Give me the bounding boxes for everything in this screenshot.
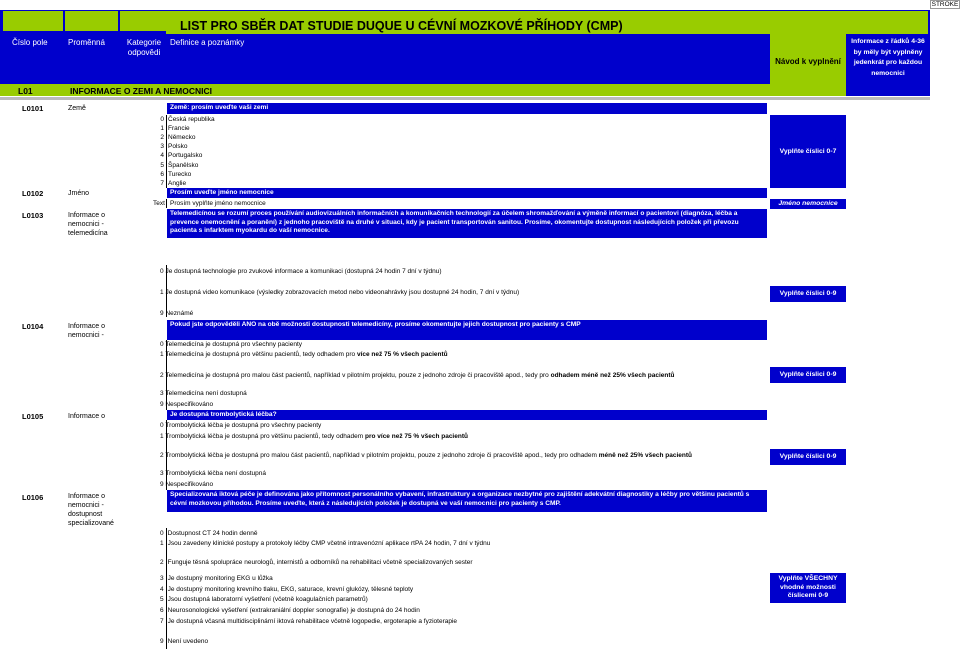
question-l0101: Země: prosím uveďte vaši zemi xyxy=(167,103,767,114)
option-number: 3 xyxy=(160,143,164,151)
field-code-l0104: L0104 xyxy=(22,322,44,331)
option-l0106-6[interactable] xyxy=(160,607,420,614)
option-l0101-1[interactable] xyxy=(150,125,190,132)
field-code-l0103: L0103 xyxy=(22,211,44,220)
option-l0105-3[interactable]: 3 Trombolytická léčba není dostupná xyxy=(160,470,266,477)
option-l0106-7[interactable] xyxy=(160,618,457,625)
option-l0101-7[interactable] xyxy=(150,180,186,187)
option-number: 2 xyxy=(160,134,164,142)
option-number: 6 xyxy=(160,170,164,178)
option-number: 4 xyxy=(160,152,164,160)
sheet-tab-label[interactable]: STROKE xyxy=(931,1,959,8)
section-code: L01 xyxy=(18,86,33,96)
option-l0106-4[interactable] xyxy=(160,586,413,593)
option-l0106-2[interactable] xyxy=(160,559,473,566)
page-title: LIST PRO SBĚR DAT STUDIE DUQUE U CÉVNÍ MOZKOVÉ PŘÍHODY (CMP) xyxy=(180,19,623,33)
option-number: 1 xyxy=(160,540,164,547)
col-header-cislo: Číslo pole xyxy=(12,38,48,47)
option-l0104-2[interactable]: 2 Telemedicína je dostupná pro malou část pacientů, například v pilotním projektu, pouze z jednoho zdroje či pracoviště apod., tedy pro odhadem méně než 25% všech pacientů xyxy=(160,372,675,379)
option-l0101-4[interactable] xyxy=(150,152,202,159)
option-l0103-9[interactable]: 9 Neznámé xyxy=(160,310,194,317)
note-l0103: Vyplňte číslici 0-9 xyxy=(779,290,837,297)
col-header-promenna: Proměnná xyxy=(68,38,105,47)
option-label: Francie xyxy=(168,125,190,133)
option-label: Anglie xyxy=(168,179,187,187)
header-top-left xyxy=(3,11,180,31)
option-l0106-0[interactable] xyxy=(160,530,258,537)
option-label: Je dostupný monitoring EKG u lůžka xyxy=(167,575,273,582)
variable-l0105: Informace o xyxy=(68,413,105,420)
option-number: 7 xyxy=(160,179,164,187)
col-header-navod: Návod k vyplnění xyxy=(775,57,841,66)
option-l0106-3[interactable] xyxy=(160,575,273,582)
option-l0106-9[interactable] xyxy=(160,638,208,645)
option-label: Portugalsko xyxy=(168,152,203,160)
option-l0103-0[interactable]: 0 Je dostupná technologie pro zvukové informace a komunikaci (dostupná 24 hodin 7 dní v týdnu) xyxy=(160,268,442,275)
option-label: Jsou zavedeny klinické postupy a protokoly léčby CMP včetně intravenózní aplikace rtPA 24 hodin, 7 dní v týdnu xyxy=(167,540,491,547)
option-number: 5 xyxy=(160,596,164,603)
option-label: Německo xyxy=(168,134,196,142)
option-label: Dostupnost CT 24 hodin denně xyxy=(167,530,258,537)
text-label-l0102: Text xyxy=(153,200,165,207)
option-number: 0 xyxy=(160,116,164,123)
option-l0105-1[interactable]: 1 Trombolytická léčba je dostupná pro většinu pacientů, tedy odhadem pro více než 75 % všech pacientů xyxy=(160,433,468,440)
option-l0105-2[interactable]: 2 Trombolytická léčba je dostupná pro malou část pacientů, například v pilotním projektu, pouze z jednoho zdroje či pracoviště apod., tedy pro odhadem méně než 25% všech pacientů xyxy=(160,452,692,459)
option-label: Je dostupná včasná multidisciplinární iktová rehabilitace včetně logopedie, ergoterapie a fyzioterapie xyxy=(167,618,458,625)
option-l0103-1[interactable]: 1 Je dostupná video komunikace (výsledky zobrazovacích metod nebo videonahrávky jsou dostupné 24 hodin, 7 dní v týdnu) xyxy=(160,289,520,296)
option-label: Neurosonologické vyšetření (extrakraniální doppler sonografie) je dostupná do 24 hodin xyxy=(167,607,420,614)
option-number: 5 xyxy=(160,161,164,169)
option-number: 3 xyxy=(160,575,164,582)
header-divider xyxy=(0,97,930,100)
option-l0101-2[interactable] xyxy=(150,134,195,141)
option-label: Česká republika xyxy=(168,116,215,123)
variable-l0106: Informace o nemocnici - dostupnost specializované xyxy=(68,493,114,527)
option-l0104-9[interactable]: 9 Nespecifikováno xyxy=(160,401,214,408)
note-l0102: Jméno nemocnice xyxy=(778,200,838,207)
note-l0105: Vyplňte číslici 0-9 xyxy=(779,453,837,460)
option-label: Jsou dostupná laboratorní vyšetření (včetně koagulačních parametrů) xyxy=(167,596,368,603)
note-l0106: Vyplňte VŠECHNY vhodné možnosti číslicemi 0-9 xyxy=(778,575,838,599)
section-title: INFORMACE O ZEMI A NEMOCNICI xyxy=(70,86,212,96)
field-code-l0105: L0105 xyxy=(22,412,44,421)
question-l0103: Telemedicínou se rozumí proces používání audiovizuálních informačních a komunikačních technologií za účelem shromažďování a výměně informací o pacientovi (diagnóza, léčba a prevence onemocnění a poranění) z jednoho pracoviště na druhé v situaci, kdy je pacient transportován sanitou. Prosíme, okomentujte dostupnost následujících položek při převozu pacienta s infarktem myokardu do vaší nemocnice. xyxy=(167,209,767,238)
option-l0105-0[interactable]: 0 Trombolytická léčba je dostupná pro všechny pacienty xyxy=(160,422,322,429)
option-label: Není uvedeno xyxy=(167,638,209,645)
col-header-kategorie: Kategorie odpovědi xyxy=(126,38,162,57)
option-l0101-0[interactable] xyxy=(150,116,215,123)
variable-telemedicina: Informace o nemocnici - telemedicína xyxy=(68,212,108,237)
question-l0106: Specializovaná iktová péče je definována jako přítomnost personálního vybavení, infrastruktury a organizace nezbytné pro zajištění adekvátní diagnostiky a léčby pro většinu pacientů s cévní mozkovou příhodou. Prosíme uveďte, která z následujících položek je dostupná ve vaší nemocnici pro pacienty s CMP. xyxy=(167,490,767,512)
col-header-informace: Informace z řádků 4-36 by měly být vyplněny jedenkrát pro každou nemocnici xyxy=(851,38,925,77)
variable-jmeno: Jméno xyxy=(68,190,90,197)
option-label: Španělsko xyxy=(168,161,199,169)
option-number: 1 xyxy=(160,125,164,133)
option-number: 7 xyxy=(160,618,164,625)
question-l0105: Je dostupná trombolytická léčba? xyxy=(167,410,767,420)
option-l0106-1[interactable] xyxy=(160,540,490,547)
col-header-definice: Definice a poznámky xyxy=(170,38,245,47)
field-code-l0106: L0106 xyxy=(22,493,44,502)
option-label: Polsko xyxy=(168,143,188,151)
option-number: 0 xyxy=(160,530,164,537)
option-l0101-3[interactable] xyxy=(150,143,188,150)
note-l0104: Vyplňte číslici 0-9 xyxy=(779,371,837,378)
option-number: 6 xyxy=(160,607,164,614)
option-number: 2 xyxy=(160,559,164,566)
option-number: 9 xyxy=(160,638,164,645)
option-label: Funguje těsná spolupráce neurologů, internistů a odborníků na rehabilitaci včetně specializovaných sester xyxy=(167,559,473,566)
question-l0102: Prosím uveďte jméno nemocnice xyxy=(167,188,767,198)
option-number: 4 xyxy=(160,586,164,593)
note-l0101: Vyplňte číslici 0-7 xyxy=(779,148,837,155)
option-l0104-1[interactable]: 1 Telemedicína je dostupná pro většinu pacientů, tedy odhadem pro více než 75 % všech pacientů xyxy=(160,351,448,358)
text-divider-l0102 xyxy=(166,199,167,208)
option-l0101-5[interactable] xyxy=(150,162,198,169)
variable-zeme: Země xyxy=(68,105,86,112)
field-code-l0102: L0102 xyxy=(22,189,44,198)
question-l0104: Pokud jste odpověděli ANO na obě možnosti dostupnosti telemedicíny, prosíme okomentujte jejich dostupnost pro pacienty s CMP xyxy=(167,320,767,340)
option-l0105-9[interactable]: 9 Nespecifikováno xyxy=(160,481,214,488)
option-l0101-6[interactable] xyxy=(150,171,191,178)
field-code-l0101: L0101 xyxy=(22,104,44,113)
variable-l0104: Informace o nemocnici - xyxy=(68,323,105,339)
option-label: Je dostupný monitoring krevního tlaku, EKG, saturace, krevní glukózy, tělesné teploty xyxy=(167,586,414,593)
option-l0104-3[interactable]: 3 Telemedicína není dostupná xyxy=(160,390,247,397)
text-value-l0102[interactable]: Prosím vyplňte jméno nemocnice xyxy=(170,200,266,207)
option-label: Turecko xyxy=(168,170,192,178)
option-l0104-0[interactable]: 0 Telemedicína je dostupná pro všechny pacienty xyxy=(160,341,303,348)
option-l0106-5[interactable] xyxy=(160,596,368,603)
